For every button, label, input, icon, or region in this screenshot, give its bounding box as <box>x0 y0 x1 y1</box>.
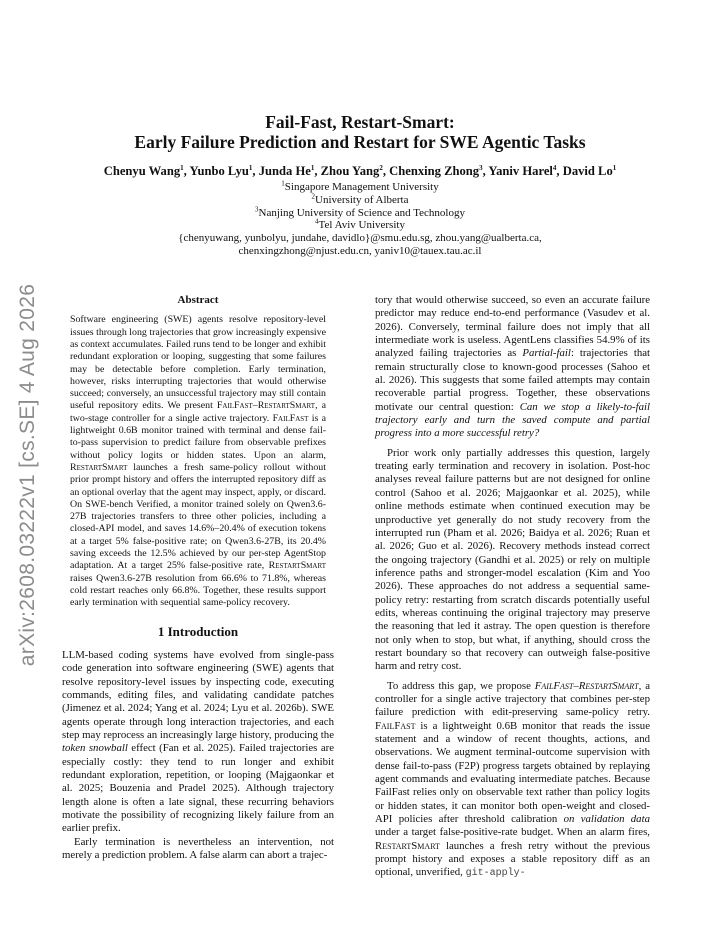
affiliation-name: Nanjing University of Science and Technology <box>258 206 465 219</box>
affiliation-mark: 1 <box>612 163 617 172</box>
small-caps-text: FailFast <box>272 412 309 424</box>
author-name: Chenyu Wang <box>103 164 181 178</box>
text-run: Software engineering (SWE) agents resolve repository-level issues through long trajectories that grow increasingly expensive as context accumulates. Failed runs tend to be longer and exhibit redundant exploration or looping, suggesting that some failures may be detectable before completion. Early termination, however, risks interrupting trajectories that would otherwise succeed; conversely, an unsuccessful trajectory may still contain useful repository edits. We present <box>70 314 326 412</box>
emphasis-text: Can we stop a likely-to-fail trajectory early and turn the saved compute and partial progress into a more successful retry? <box>375 400 650 440</box>
text-run: under a target false-positive-rate budget. When an alarm fires, <box>375 826 650 839</box>
paragraph <box>375 447 650 674</box>
affiliation-mark: 1 <box>248 163 253 172</box>
author-list <box>50 164 670 179</box>
author-separator: , <box>314 164 321 178</box>
text-run: : trajectories that remain structurally close to known-good processes (Sahoo et al. 2026). This suggests that some failed attempts may contain recoverable partial progress. Together, these observations motivate our central question: <box>375 347 651 413</box>
affiliation-mark: 1 <box>281 179 285 188</box>
method-name: FailFast–RestartSmart <box>534 679 639 692</box>
paragraph <box>375 680 650 881</box>
text-run: Early termination is nevertheless an intervention, not merely a prediction problem. A false alarm can abort a trajec- <box>62 835 334 861</box>
author-name: Yaniv Harel <box>488 164 553 178</box>
author-name: David Lo <box>562 164 613 178</box>
text-run: effect (Fan et al. 2025). Failed trajectories are especially costly: they tend to run longer and exhibit redundant exploration, repetition, or looping (Majgaonkar et al. 2025; Bouzenia and Pradel 2025). Although trajectory length alone is often a late signal, these recurring behaviors motivate the possibility of recognizing likely failure from an earlier prefix. <box>62 742 334 835</box>
text-run: launches a fresh same-policy rollout without prior prompt history and offers the interrupted repository diff as an optional overlay that the agent may inspect, apply, or discard. On SWE-bench Verified, a monitor trained solely on Qwen3.6-27B trajectories transfers to three other policies, including a closed-API model, and saves 14.6%–20.4% of execution tokens at a target 5% false-positive rate; on Qwen3.6-27B, its 20.4% saving exceeds the 12.5% achieved by our per-step AgentStop adaptation. At a target 25% false-positive rate, <box>70 461 326 572</box>
author-name: Junda He <box>258 164 311 178</box>
affiliation-list <box>50 181 670 258</box>
text-run: is a lightweight 0.6B monitor trained with terminal and dense fail-to-pass supervision to predict failure from observable prefixes without policy logits or hidden states. Upon an alarm, <box>70 412 326 461</box>
emphasis-text: Partial-fail <box>522 347 571 360</box>
paragraph <box>375 294 650 441</box>
emphasis-text: token snowball <box>62 742 128 755</box>
text-run: is a lightweight 0.6B monitor that reads the issue statement and a window of recent thoughts, actions, and observations. We augment terminal-outcome supervision with dense fail-to-pass (F2P) progress targets obtained by replaying agent commands and evaluating intermediate patches. Because FailFast relies only on observable text rather than policy logits or hidden states, it can monitor both open-weight and closed-API policies after threshold calibration <box>375 719 650 826</box>
affiliation-mark: 4 <box>315 217 319 226</box>
affiliation-name: Tel Aviv University <box>318 219 405 232</box>
introduction-right-text <box>375 294 650 881</box>
small-caps-text: RestartSmart <box>375 839 440 852</box>
arxiv-side-stamp <box>8 250 48 700</box>
author-name: Yunbo Lyu <box>189 164 249 178</box>
paragraph <box>62 649 334 836</box>
text-run: launches a fresh retry without the previous prompt history and exposes a stable repository diff as an optional, unverified, <box>375 839 650 879</box>
abstract-heading: Abstract <box>177 294 219 306</box>
section-heading-introduction: 1 Introduction <box>157 624 239 640</box>
abstract-body <box>70 314 326 609</box>
text-run: LLM-based coding systems have evolved from single-pass code generation into software engineering (SWE) agents that resolve repository-level issues by inspecting code, executing commands, editing files, and validating candidate patches (Jimenez et al. 2024; Yang et al. 2024; Lyu et al. 2026b). SWE agents operate through long interaction trajectories, and each step may reprocess an increasingly large history, producing the <box>62 648 334 741</box>
title-line-1: Fail-Fast, Restart-Smart: <box>265 112 455 132</box>
affiliation-mark: 1 <box>180 163 184 172</box>
small-caps-text: RestartSmart <box>268 560 326 572</box>
paper-header <box>50 112 670 258</box>
affiliation-mark: 3 <box>479 163 483 172</box>
text-run: tory that would otherwise succeed, so even an accurate failure predictor may reduce end-to-end performance (Vasudev et al. 2026). Conversely, terminal failure does not imply that all intermediate work is useless. AgentLens classifies 54.9% of its analyzed failing trajectories as <box>375 294 650 360</box>
emphasis-text: on validation data <box>563 813 650 826</box>
affiliation <box>50 219 670 232</box>
affiliation-mark: 4 <box>552 163 557 172</box>
left-column <box>62 294 334 862</box>
small-caps-text: FailFast–RestartSmart <box>216 400 316 412</box>
small-caps-text: RestartSmart <box>70 461 128 473</box>
affiliation-name: University of Alberta <box>315 193 409 206</box>
author-separator: , <box>482 164 489 178</box>
author-separator: , <box>183 164 190 178</box>
text-run: raises Qwen3.6-27B resolution from 66.6% to 71.8%, whereas cold restart reaches only 66.8%. Together, these results support early termination with sequential same-policy recovery. <box>70 572 326 609</box>
right-column <box>375 294 650 881</box>
author-separator: , <box>382 164 390 178</box>
author-separator: , <box>252 164 259 178</box>
author-separator: , <box>556 164 563 178</box>
email-line: chenxingzhong@njust.edu.cn, yaniv10@tauex.tau.ac.il <box>238 244 482 257</box>
paragraph <box>62 836 334 863</box>
title-line-2: Early Failure Prediction and Restart for SWE Agentic Tasks <box>134 132 586 152</box>
affiliation-mark: 1 <box>310 163 315 172</box>
arxiv-identifier: arXiv:2608.03222v1 [cs.SE] 4 Aug 2026 <box>16 283 39 667</box>
text-run: , a two-stage controller for a single active trajectory. <box>70 400 326 424</box>
email-line: {chenyuwang, yunbolyu, jundahe, davidlo}@smu.edu.sg, zhou.yang@ualberta.ca, <box>178 232 542 245</box>
introduction-left-text <box>62 649 334 863</box>
affiliation-mark: 2 <box>379 163 383 172</box>
affiliation-name: Singapore Management University <box>284 181 439 193</box>
affiliation <box>50 194 670 207</box>
affiliation <box>50 181 670 194</box>
text-run: , a controller for a single active trajectory that combines per-step failure prediction with edit-preserving same-policy retry. <box>375 679 650 719</box>
affiliation <box>50 204 670 220</box>
code-text: git-apply- <box>465 868 526 880</box>
author-name: Chenxing Zhong <box>389 164 480 178</box>
affiliation-mark: 3 <box>255 204 259 213</box>
text-run: Prior work only partially addresses this question, largely treating early termination and recovery in isolation. Post-hoc analyses reveal failure patterns but are not designed for online control (Sahoo et al. 2026; Majgaonkar et al. 2025), while online methods estimate when continued execution may be unproductive yet generally do not study recovery from the interrupted run (Pham et al. 2026; Baidya et al. 2026; Ruan et al. 2026; Guo et al. 2026). Recovery methods instead correct the ongoing trajectory (Gandhi et al. 2025) or rely on multiple inference paths and stronger-model escalation (Kim and Yoo 2026). These approaches do not address a sequential same-policy retry: restarting from scratch discards potentially useful edits, whereas continuing the original trajectory may preserve the reasoning that led it astray. The open question is therefore not only when to stop, but what, if anything, should cross the restart boundary so that recovery can outweigh false-positive harm and retry cost. <box>375 446 650 673</box>
small-caps-text: FailFast <box>375 719 416 732</box>
affiliation-mark: 2 <box>311 192 315 201</box>
text-run: To address this gap, we propose <box>387 679 535 692</box>
paper-title <box>50 112 670 152</box>
author-name: Zhou Yang <box>320 164 380 178</box>
